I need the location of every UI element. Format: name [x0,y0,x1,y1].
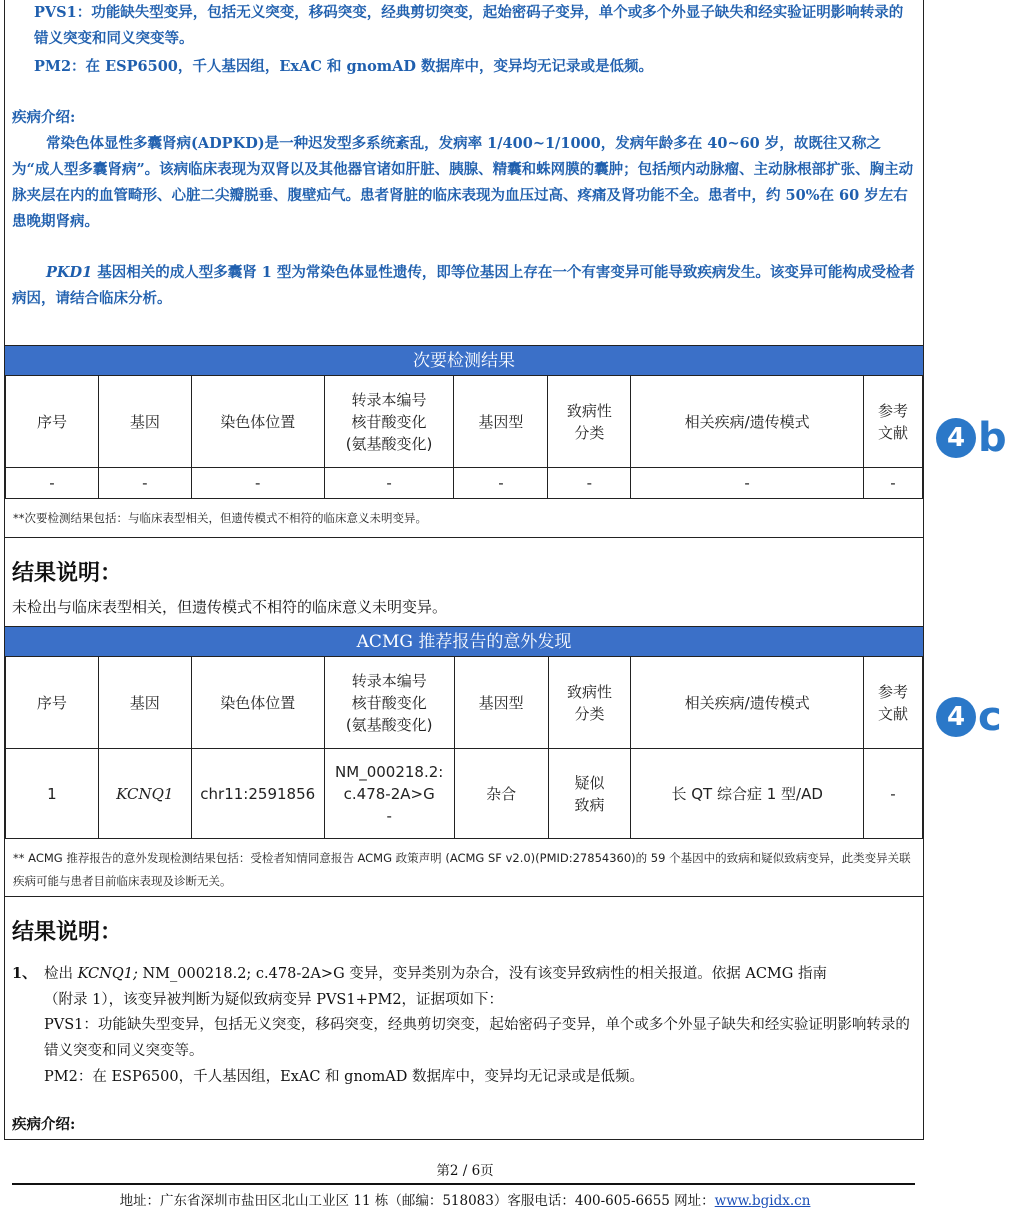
header-class-1: 致病性 [566,401,612,420]
header-class [548,376,631,468]
class-1: 疑似 [574,773,605,792]
acmg-findings-table [5,656,923,839]
header-transcript-2: 核苷酸变化 [351,412,427,431]
result-item-number: 1、 [12,965,37,982]
gene-name-pkd1: PKD1 [46,264,93,281]
amino-acid-change: - [386,806,392,825]
header-transcript [324,657,454,749]
header-transcript-3: (氨基酸变化) [345,715,433,734]
pvs1-criterion-top: PVS1：功能缺失型变异，包括无义突变，移码突变，经典剪切突变，起始密码子变异，单个或多个外显子缺失和经实验证明影响转录的错义突变和同义突变等。 [34,4,904,47]
header-genotype: 基因型 [454,376,548,468]
header-no: 序号 [6,657,99,749]
header-class-1: 致病性 [566,682,612,701]
annotation-letter-c: c [978,694,1002,740]
header-transcript-1: 转录本编号 [351,671,427,690]
table-row [6,468,923,499]
header-ref [864,376,923,468]
header-chrom: 染色体位置 [191,376,324,468]
cell-transcript [324,749,454,839]
result-item-line1 [44,961,919,987]
header-disease: 相关疾病/遗传模式 [631,376,864,468]
header-chrom: 染色体位置 [191,657,324,749]
footer-website-link[interactable]: www.bgidx.cn [714,1193,811,1209]
table-row [6,749,923,839]
annotation-circle-4c: 4 [936,697,976,737]
result-heading-1: 结果说明： [12,561,123,586]
header-genotype: 基因型 [454,657,548,749]
cell-chrom: - [191,468,324,499]
gene-inheritance-note [12,260,917,312]
header-gene: 基因 [98,657,191,749]
result-heading-2: 结果说明： [12,920,123,945]
nucleotide-change: c.478-2A>G [343,784,435,803]
header-ref-1: 参考 [877,682,908,701]
result-item-line2: （附录 1），该变异被判断为疑似致病变异 PVS1+PM2，证据项如下： [44,992,504,1008]
cell-chrom: chr11:2591856 [191,749,324,839]
transcript-id: NM_000218.2: [335,762,444,781]
gene-inheritance-text: 基因相关的成人型多囊肾 1 型为常染色体显性遗传，即等位基因上存在一个有害变异可能导致疾病发生。该变异可能构成受检者病因，请结合临床分析。 [12,264,915,307]
cell-disease: 长 QT 综合症 1 型/AD [631,749,864,839]
header-class-2: 分类 [574,704,605,723]
header-class [548,657,631,749]
cell-no: - [6,468,99,499]
cell-transcript: - [324,468,454,499]
secondary-header-row [6,376,923,468]
cell-class [548,749,631,839]
annotation-letter-b: b [978,415,1007,461]
cell-gene: - [98,468,191,499]
pm2-criterion-top: PM2：在 ESP6500，千人基因组，ExAC 和 gnomAD 数据库中，变异均无记录或是低频。 [34,58,654,75]
header-transcript-1: 转录本编号 [351,390,427,409]
secondary-results-note: **次要检测结果包括：与临床表型相关，但遗传模式不相符的临床意义未明变异。 [5,498,923,538]
header-ref-2: 文献 [877,423,908,442]
acmg-header-row [6,657,923,749]
header-ref [864,657,923,749]
header-transcript-3: (氨基酸变化) [345,434,433,453]
footer-address [0,1188,930,1214]
disease-heading-top: 疾病介绍: [12,109,76,126]
header-transcript [324,376,454,468]
cell-class: - [548,468,631,499]
acmg-findings-note: ** ACMG 推荐报告的意外发现检测结果包括：受检者知情同意报告 ACMG 政策声明 (ACMG SF v2.0)(PMID:27854360)的 59 个基因中的致病和疑似致病变异，此类变异关联疾病可能与患者目前临床表现及诊断无关。 [5,839,923,897]
pvs1-criterion: PVS1：功能缺失型变异，包括无义突变，移码突变，经典剪切突变，起始密码子变异，单个或多个外显子缺失和经实验证明影响转录的错义突变和同义突变等。 [44,1017,910,1059]
header-transcript-2: 核苷酸变化 [351,693,427,712]
cell-ref: - [864,749,923,839]
pm2-criterion: PM2：在 ESP6500，千人基因组，ExAC 和 gnomAD 数据库中，变异均无记录或是低频。 [44,1069,644,1085]
acmg-findings-title: ACMG 推荐报告的意外发现 [5,626,923,657]
cell-no: 1 [6,749,99,839]
disease-description: 常染色体显性多囊肾病(ADPKD)是一种迟发型多系统紊乱，发病率 1/400~1/1000，发病年龄多在 40~60 岁，故既往又称之为“成人型多囊肾病”。该病临床表现为双肾以及其他器官诸如肝脏、胰腺、精囊和蛛网膜的囊肿；包括颅内动脉瘤、主动脉根部扩张、胸主动脉夹层在内的血管畸形、心脏二尖瓣脱垂、腹壁疝气。患者肾脏的临床表现为血压过高、疼痛及肾功能不全。患者中，约 50%在 60 岁左右患晚期肾病。 [12,135,914,230]
cell-genotype: - [454,468,548,499]
cell-genotype: 杂合 [454,749,548,839]
secondary-results-table [5,375,923,499]
header-no: 序号 [6,376,99,468]
class-2: 致病 [574,795,605,814]
header-ref-2: 文献 [877,704,908,723]
result-text-1: 未检出与临床表型相关，但遗传模式不相符的临床意义未明变异。 [12,598,448,616]
result-line1-pre: 检出 [44,966,78,982]
header-disease: 相关疾病/遗传模式 [631,657,864,749]
gene-name-kcnq1: KCNQ1; [77,966,138,982]
cell-gene: KCNQ1 [98,749,191,839]
annotation-circle-4b: 4 [936,418,976,458]
footer-divider [12,1183,915,1185]
cell-ref: - [864,468,923,499]
footer-address-text: 地址：广东省深圳市盐田区北山工业区 11 栋（邮编：518083）客服电话：400-605-6655 网址： [119,1193,715,1209]
result-line1-post: NM_000218.2; c.478-2A>G 变异，变异类别为杂合，没有该变异致病性的相关报道。依据 ACMG 指南 [137,966,827,982]
header-gene: 基因 [98,376,191,468]
page-number: 第2 / 6页 [436,1163,494,1179]
header-ref-1: 参考 [877,401,908,420]
secondary-results-title: 次要检测结果 [5,345,923,376]
disease-heading-bottom: 疾病介绍: [12,1116,76,1133]
header-class-2: 分类 [574,423,605,442]
cell-disease: - [631,468,864,499]
